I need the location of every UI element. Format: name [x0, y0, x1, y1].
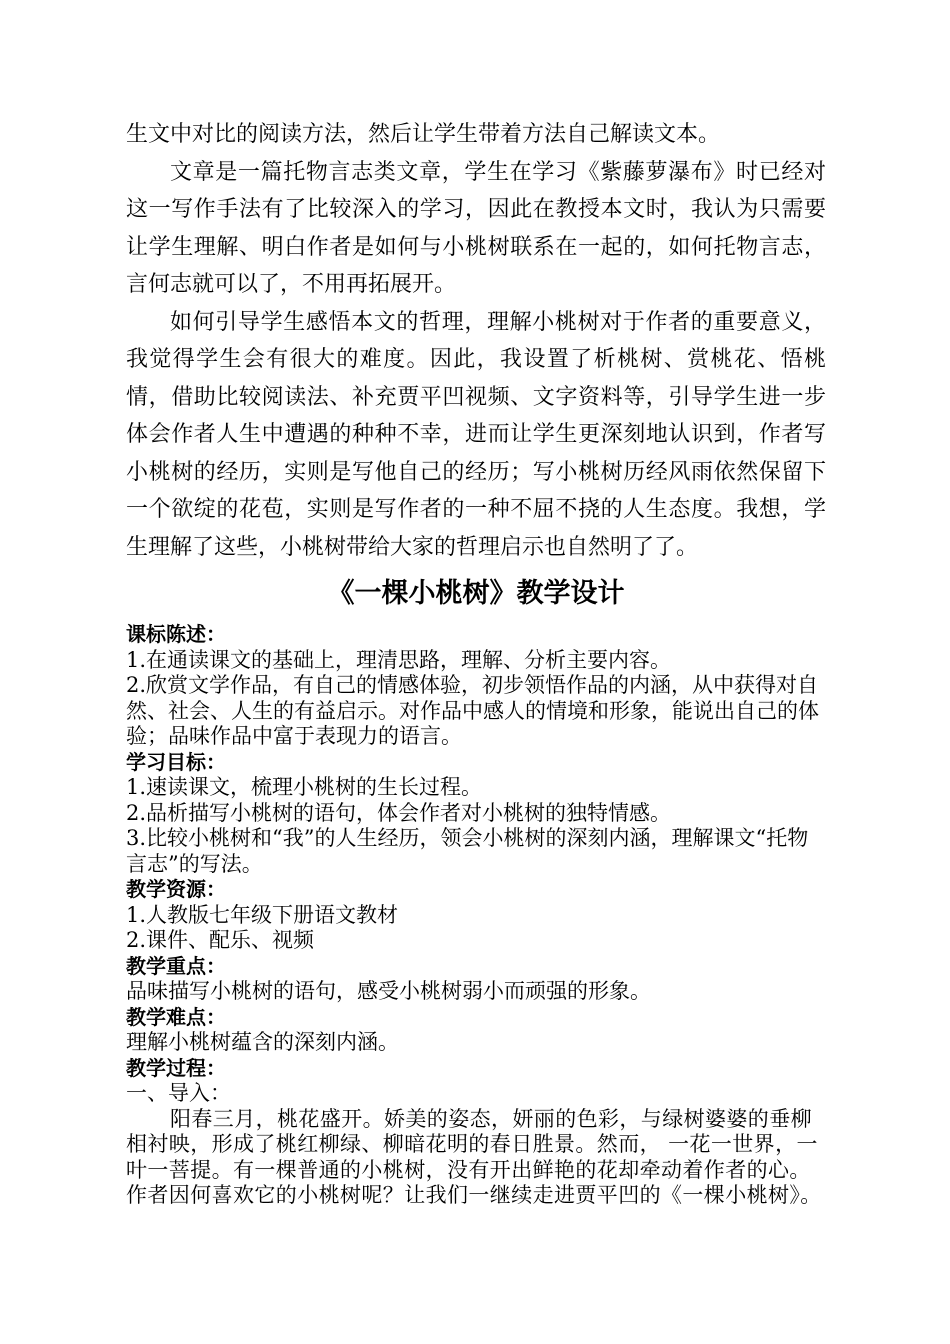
intro-paragraph-1: 生文中对比的阅读方法，然后让学生带着方法自己解读文本。: [126, 122, 721, 147]
key-points-heading: 教学重点：: [126, 953, 226, 978]
standards-item-1: 1.在通读课文的基础上，理清思路，理解、分析主要内容。: [126, 647, 672, 672]
difficulties-text: 理解小桃树蕴含的深刻内涵。: [126, 1030, 399, 1054]
document-title: 《一棵小桃树》教学设计: [327, 578, 625, 609]
process-step-1: 一、导入：: [126, 1081, 231, 1105]
objectives-item-3: 3.比较小桃树和“我”的人生经历，领会小桃树的深刻内涵，理解课文“托物言志”的写法。: [126, 826, 809, 876]
standards-item-2: 2.欣赏文学作品，有自己的情感体验，初步领悟作品的内涵，从中获得对自然、社会、人生的有益启示。对作品中感人的情境和形象，能说出自己的体验；品味作品中富于表现力的语言。: [126, 673, 819, 748]
difficulties-heading: 教学难点：: [126, 1004, 226, 1029]
intro-paragraph-2: 文章是一篇托物言志类文章，学生在学习《紫藤萝瀑布》时已经对这一写作手法有了比较深入的学习，因此在教授本文时，我认为只需要让学生理解、明白作者是如何与小桃树联系在一起的，如何托物言志，言何志就可以了，不用再拓展开。: [126, 159, 826, 297]
process-step-1-text: 阳春三月，桃花盛开。娇美的姿态，妍丽的色彩，与绿树婆婆的垂柳相衬映，形成了桃红柳绿、柳暗花明的春日胜景。然而， 一花一世界，一叶一菩提。有一棵普通的小桃树，没有开出鲜艳的花却牵动着作者的心。作者因何喜欢它的小桃树呢？让我们一继续走进贾平凹的《一棵小桃树》。: [126, 1106, 822, 1207]
process-heading: 教学过程：: [126, 1055, 226, 1080]
resources-heading: 教学资源：: [126, 877, 226, 901]
objectives-item-1: 1.速读课文，梳理小桃树的生长过程。: [126, 775, 483, 799]
resources-item-1: 1.人教版七年级下册语文教材: [126, 902, 399, 927]
resources-item-2: 2.课件、配乐、视频: [126, 928, 315, 952]
teaching-design: [126, 622, 826, 1209]
objectives-heading: 学习目标：: [126, 749, 226, 774]
intro-text: [126, 116, 826, 566]
key-points-text: 品味描写小桃树的语句，感受小桃树弱小而顽强的形象。: [126, 979, 651, 1003]
standards-heading: 课标陈述：: [126, 622, 226, 646]
objectives-item-2: 2.品析描写小桃树的语句，体会作者对小桃树的独特情感。: [126, 800, 672, 825]
intro-paragraph-3: 如何引导学生感悟本文的哲理，理解小桃树对于作者的重要意义，我觉得学生会有很大的难度。因此，我设置了析桃树、赏桃花、悟桃情，借助比较阅读法、补充贾平凹视频、文字资料等，引导学生进一步体会作者人生中遭遇的种种不幸，进而让学生更深刻地认识到，作者写小桃树的经历，实则是写他自己的经历；写小桃树历经风雨依然保留下一个欲绽的花苞，实则是写作者的一种不屈不挠的人生态度。我想，学生理解了这些，小桃树带给大家的哲理启示也自然明了了。: [126, 309, 826, 560]
